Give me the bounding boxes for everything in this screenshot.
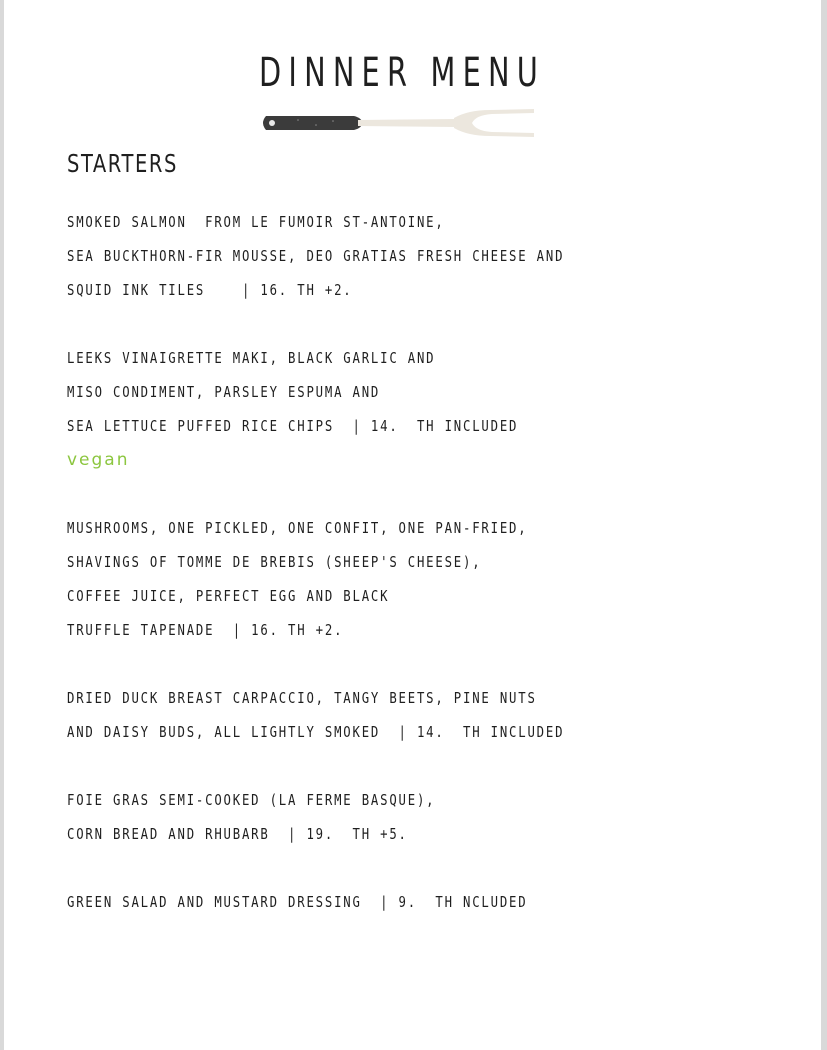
menu-item-line: SMOKED SALMON FROM LE FUMOIR ST-ANTOINE, xyxy=(67,213,445,231)
menu-item-line: MISO CONDIMENT, PARSLEY ESPUMA AND xyxy=(67,383,381,401)
menu-item-line: DRIED DUCK BREAST CARPACCIO, TANGY BEETS, PINE NUTS xyxy=(67,689,537,707)
menu-item xyxy=(67,511,767,647)
menu-item-line: SEA LETTUCE PUFFED RICE CHIPS | 14. TH INCLUDED xyxy=(67,417,519,435)
menu-item-line: SEA BUCKTHORN-FIR MOUSSE, DEO GRATIAS FRESH CHEESE AND xyxy=(67,247,565,265)
menu-item-line: LEEKS VINAIGRETTE MAKI, BLACK GARLIC AND xyxy=(67,349,436,367)
fork-icon xyxy=(258,106,538,140)
menu-item xyxy=(67,885,767,919)
menu-page xyxy=(4,0,821,1050)
menu-items xyxy=(67,205,767,953)
menu-item-line: TRUFFLE TAPENADE | 16. TH +2. xyxy=(67,621,344,639)
menu-item xyxy=(67,681,767,749)
menu-item-line: SQUID INK TILES | 16. TH +2. xyxy=(67,281,353,299)
menu-item-line: MUSHROOMS, ONE PICKLED, ONE CONFIT, ONE PAN-FRIED, xyxy=(67,519,528,537)
menu-title: DINNER MENU xyxy=(259,50,545,96)
section-heading-starters: STARTERS xyxy=(67,149,178,178)
vegan-tag: vegan xyxy=(67,450,130,470)
menu-item xyxy=(67,205,767,307)
menu-item-line: GREEN SALAD AND MUSTARD DRESSING | 9. TH NCLUDED xyxy=(67,893,528,911)
menu-item-line: CORN BREAD AND RHUBARB | 19. TH +5. xyxy=(67,825,408,843)
menu-item xyxy=(67,341,767,477)
menu-item-line: AND DAISY BUDS, ALL LIGHTLY SMOKED | 14. TH INCLUDED xyxy=(67,723,565,741)
menu-item-line: SHAVINGS OF TOMME DE BREBIS (SHEEP'S CHEESE), xyxy=(67,553,482,571)
menu-item xyxy=(67,783,767,851)
menu-item-line: FOIE GRAS SEMI-COOKED (LA FERME BASQUE), xyxy=(67,791,436,809)
menu-item-line: COFFEE JUICE, PERFECT EGG AND BLACK xyxy=(67,587,390,605)
